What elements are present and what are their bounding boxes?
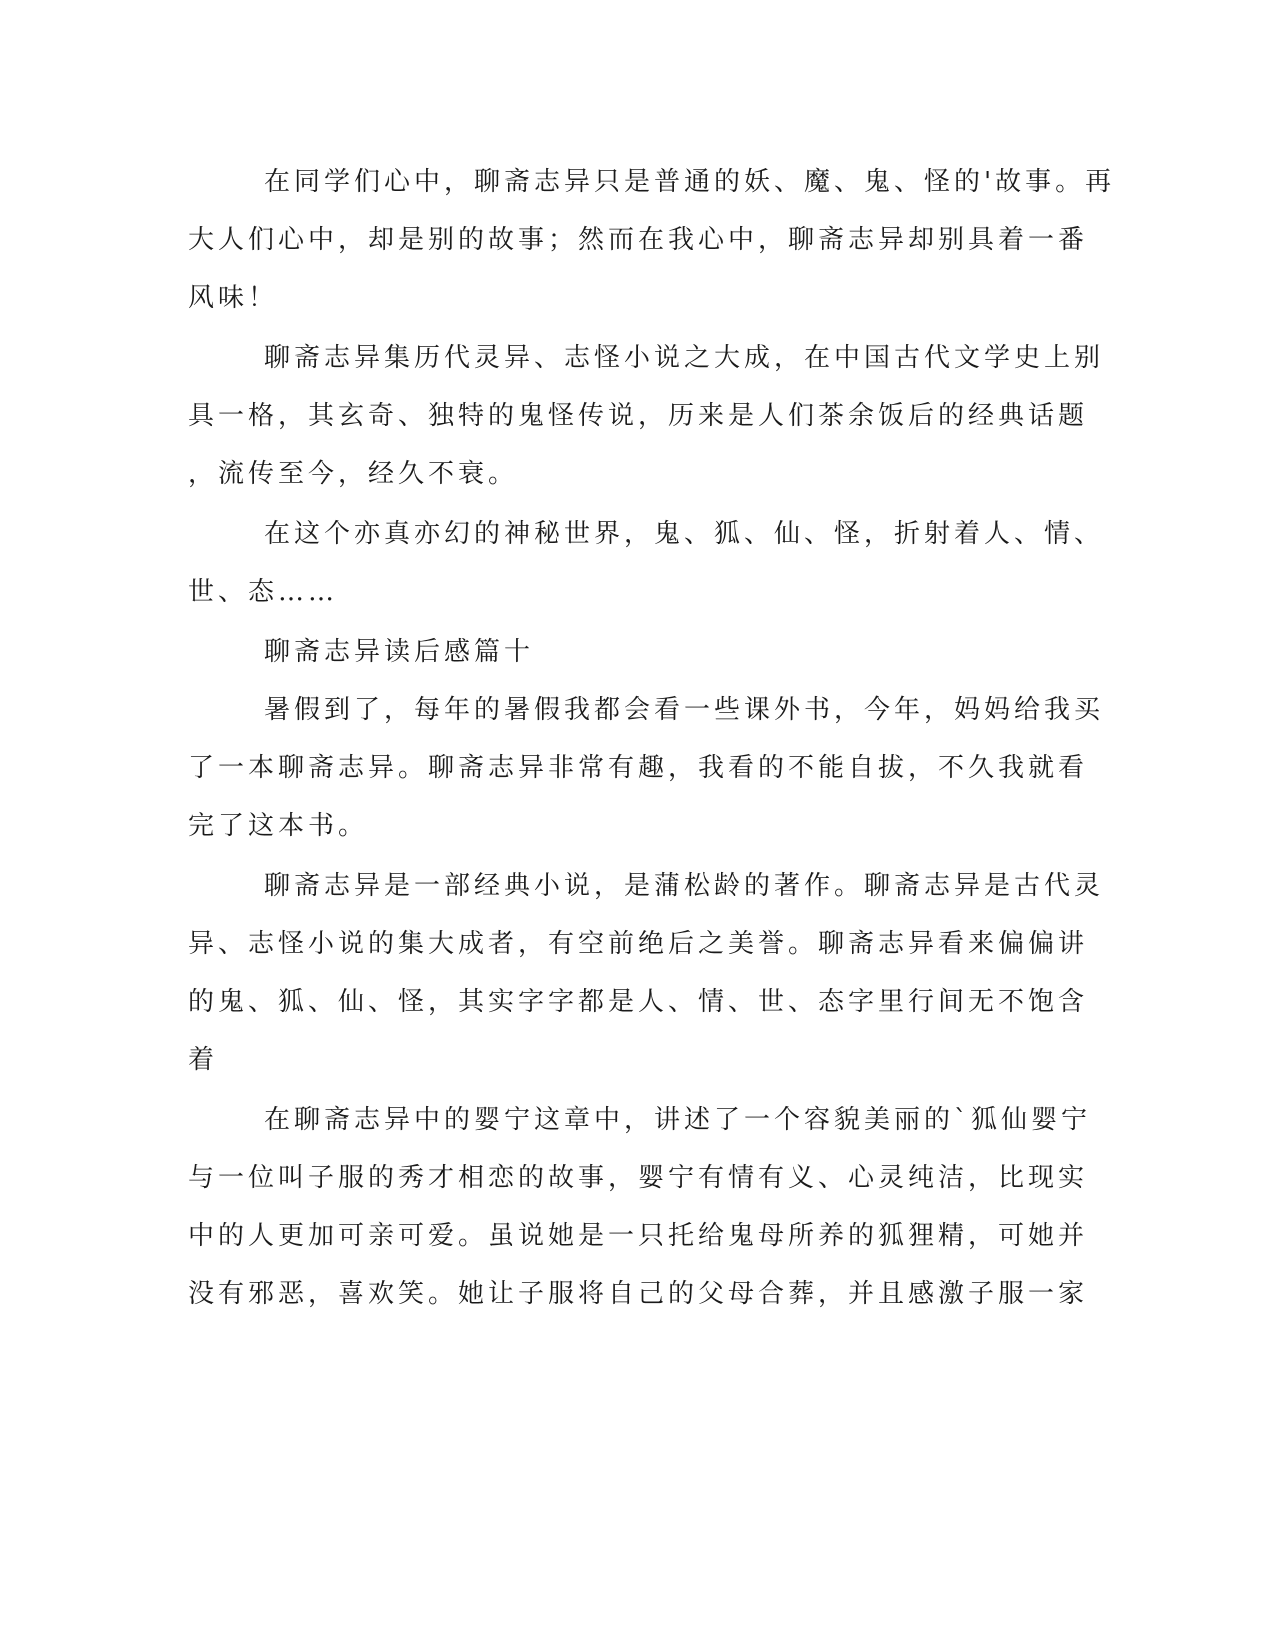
section-heading: 聊斋志异读后感篇十 xyxy=(264,637,535,667)
paragraph-5-line-3: 的鬼、狐、仙、怪，其实字字都是人、情、世、态字里行间无不饱含 xyxy=(188,987,1089,1017)
paragraph-1-line-1: 在同学们心中，聊斋志异只是普通的妖、魔、鬼、怪的'故事。再 xyxy=(264,167,1116,197)
paragraph-5-line-1: 聊斋志异是一部经典小说，是蒲松龄的著作。聊斋志异是古代灵 xyxy=(264,871,1105,901)
paragraph-4-line-2: 了一本聊斋志异。聊斋志异非常有趣，我看的不能自拔，不久我就看 xyxy=(188,753,1089,783)
paragraph-6-line-2: 与一位叫子服的秀才相恋的故事，婴宁有情有义、心灵纯洁，比现实 xyxy=(188,1163,1089,1193)
paragraph-1-line-2: 大人们心中，却是别的故事；然而在我心中，聊斋志异却别具着一番 xyxy=(188,225,1089,255)
paragraph-3-line-2: 世、态…… xyxy=(188,577,339,607)
paragraph-6-line-3: 中的人更加可亲可爱。虽说她是一只托给鬼母所养的狐狸精，可她并 xyxy=(188,1221,1089,1251)
paragraph-4-line-1: 暑假到了，每年的暑假我都会看一些课外书，今年，妈妈给我买 xyxy=(264,695,1105,725)
paragraph-6-line-4: 没有邪恶，喜欢笑。她让子服将自己的父母合葬，并且感激子服一家 xyxy=(188,1279,1089,1309)
paragraph-2-line-2: 具一格，其玄奇、独特的鬼怪传说，历来是人们茶余饭后的经典话题 xyxy=(188,401,1089,431)
paragraph-2-line-3: ，流传至今，经久不衰。 xyxy=(188,459,519,489)
paragraph-6-line-1: 在聊斋志异中的婴宁这章中，讲述了一个容貌美丽的`狐仙婴宁 xyxy=(264,1105,1092,1135)
paragraph-2-line-1: 聊斋志异集历代灵异、志怪小说之大成，在中国古代文学史上别 xyxy=(264,343,1105,373)
paragraph-3-line-1: 在这个亦真亦幻的神秘世界，鬼、狐、仙、怪，折射着人、情、 xyxy=(264,519,1105,549)
paragraph-5-line-2: 异、志怪小说的集大成者，有空前绝后之美誉。聊斋志异看来偏偏讲 xyxy=(188,929,1089,959)
paragraph-5-line-4: 着 xyxy=(188,1045,219,1075)
paragraph-1-line-3: 风味！ xyxy=(188,283,279,313)
paragraph-4-line-3: 完了这本书。 xyxy=(188,811,369,841)
